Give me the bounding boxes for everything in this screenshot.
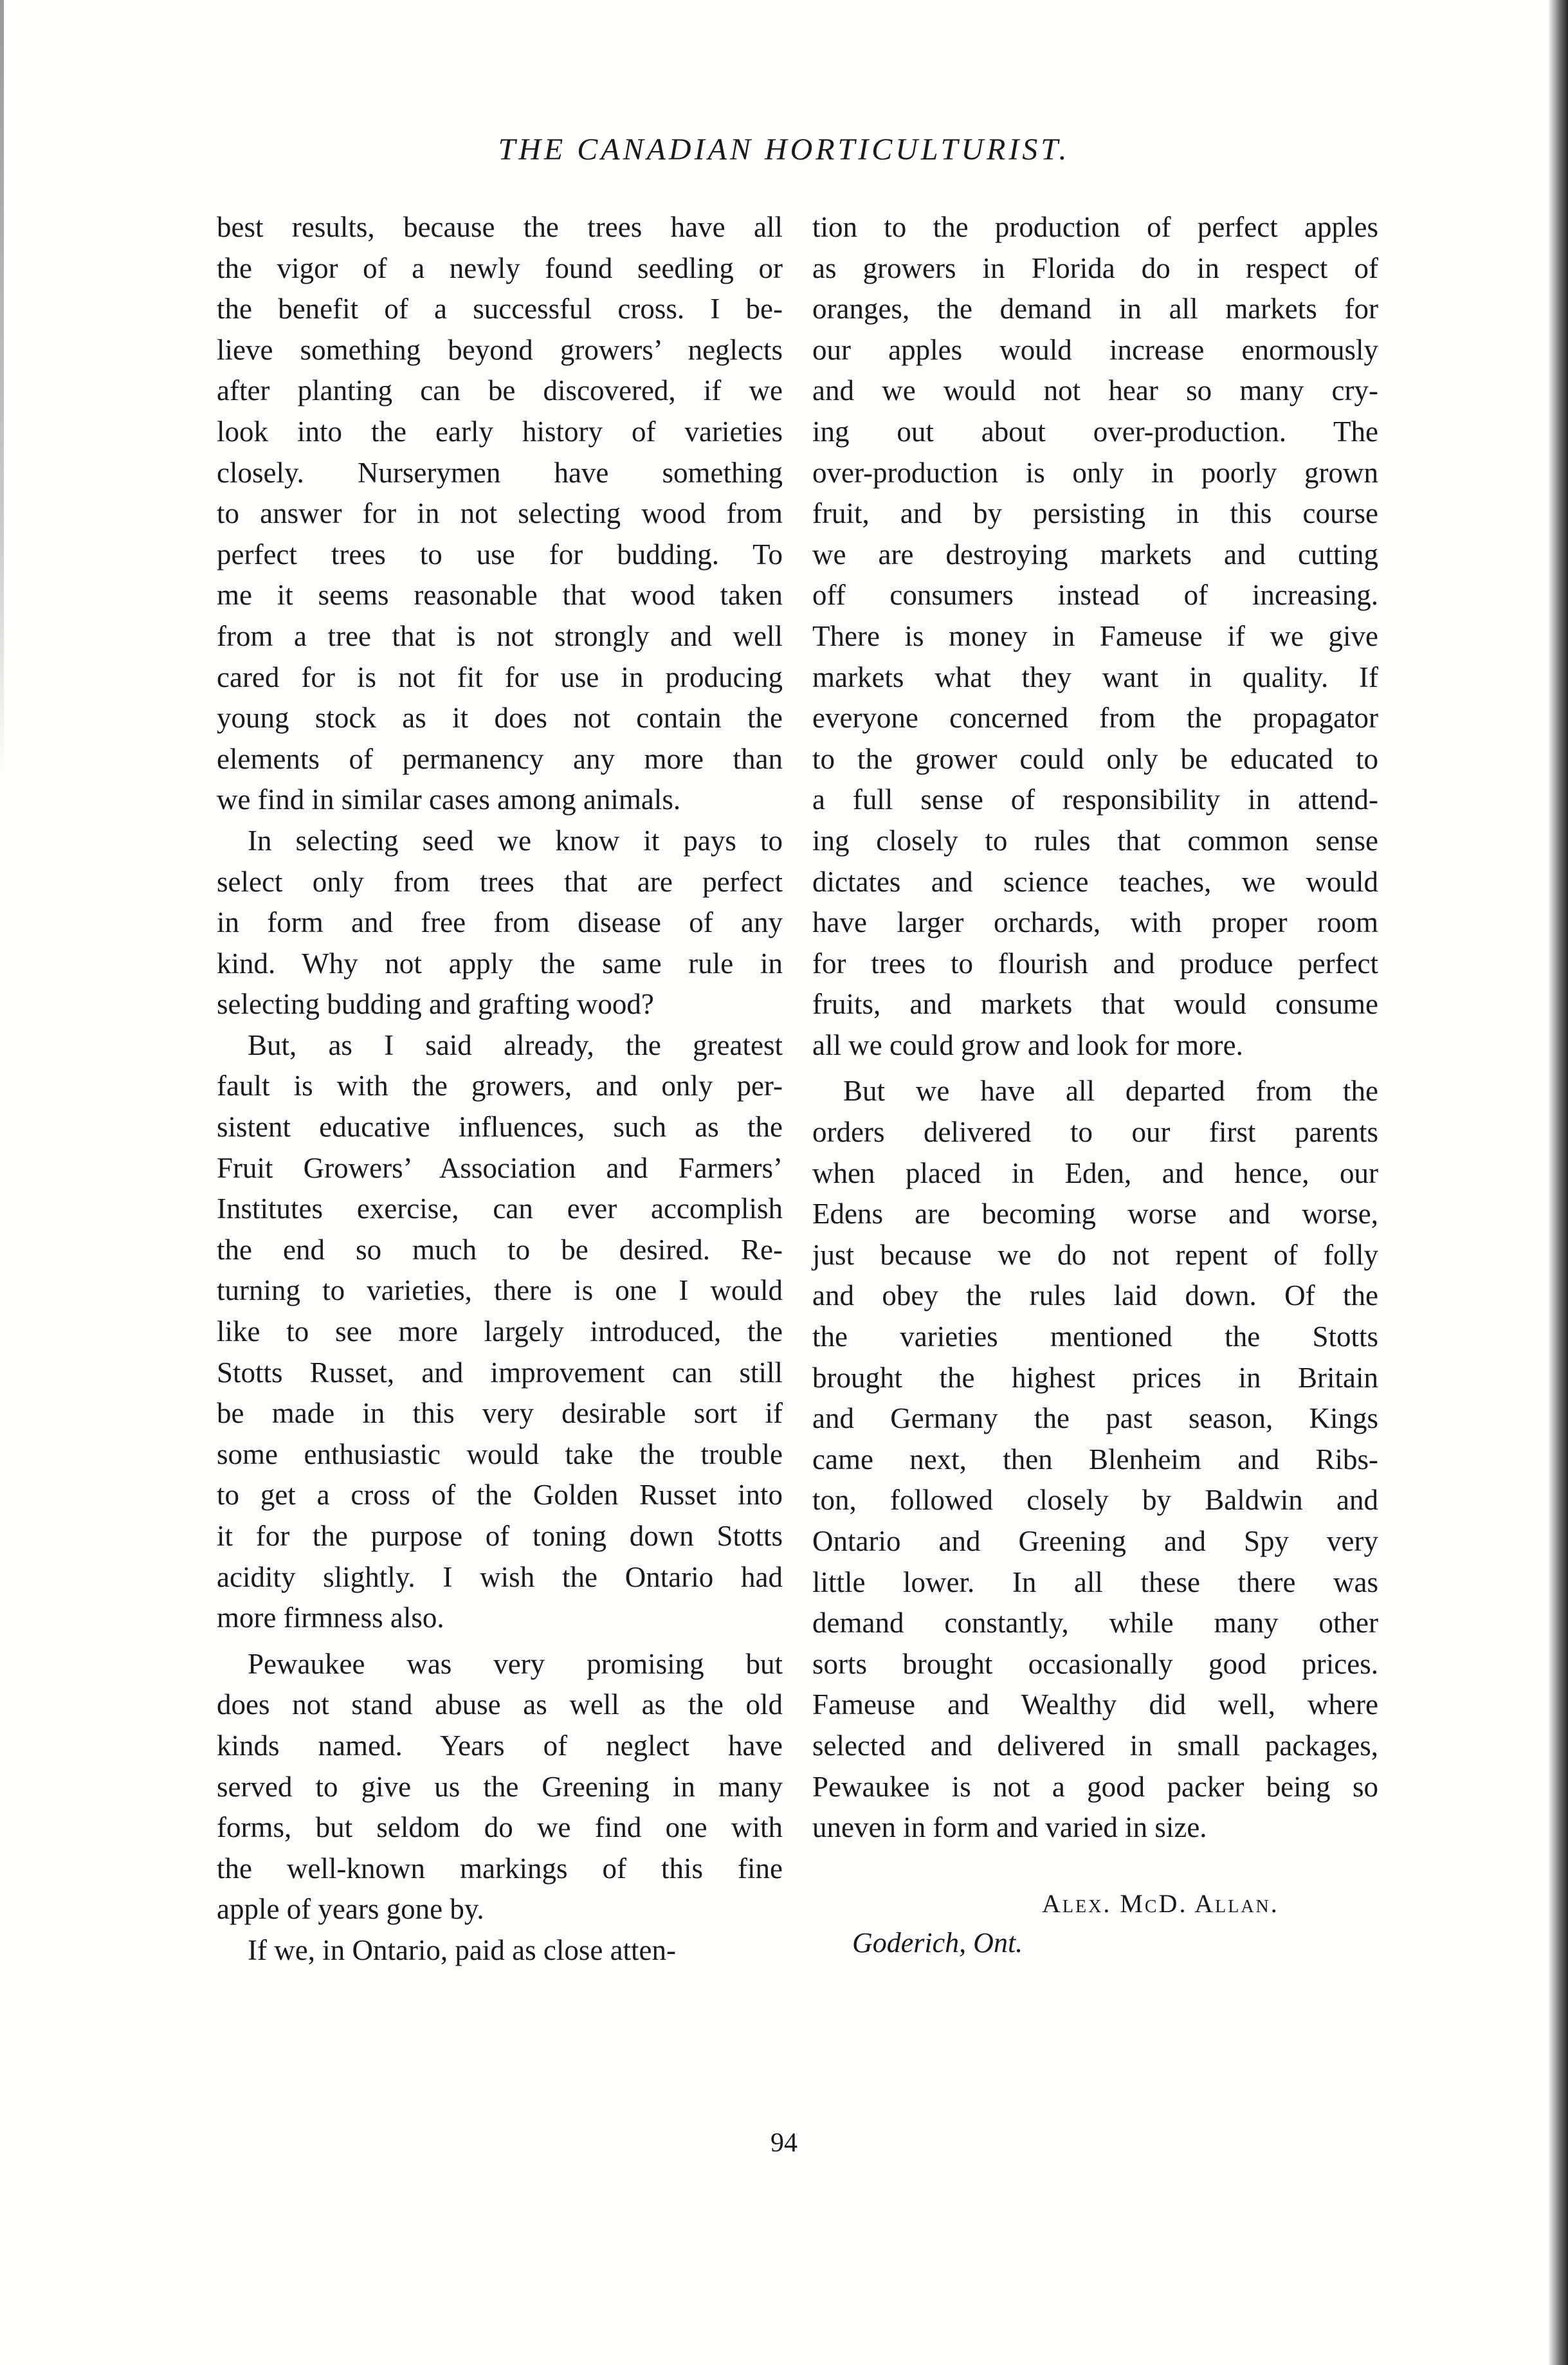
text-line: kind. Why not apply the same rule in (217, 947, 783, 980)
text-line: and we would not hear so many cry- (812, 374, 1378, 407)
text-line: select only from trees that are perfect (217, 865, 783, 898)
text-line: from a tree that is not strongly and well (217, 619, 783, 652)
text-line: perfect trees to use for budding. To (217, 538, 783, 571)
text-line: forms, but seldom do we find one with (217, 1811, 783, 1844)
text-line: our apples would increase enormously (812, 333, 1378, 366)
text-line: closely. Nurserymen have something (217, 456, 783, 489)
text-line: kinds named. Years of neglect have (217, 1729, 783, 1762)
text-line: In selecting seed we know it pays to (248, 824, 783, 857)
text-line: it for the purpose of toning down Stotts (217, 1520, 783, 1552)
text-line: and Germany the past season, Kings (812, 1402, 1378, 1435)
text-line: the end so much to be desired. Re- (217, 1233, 783, 1266)
text-line: fruit, and by persisting in this course (812, 497, 1378, 530)
text-line: just because we do not repent of folly (812, 1238, 1378, 1271)
author-signature: Alex. McD. Allan. (1042, 1889, 1279, 1918)
text-line: selecting budding and grafting wood? (217, 988, 654, 1021)
page-number: 94 (770, 2128, 798, 2158)
text-line: best results, because the trees have all (217, 211, 783, 243)
text-line: like to see more largely introduced, the (217, 1315, 783, 1348)
text-line: acidity slightly. I wish the Ontario had (217, 1560, 783, 1593)
text-line: dictates and science teaches, we would (812, 865, 1378, 898)
text-line: have larger orchards, with proper room (812, 906, 1378, 939)
text-line: uneven in form and varied in size. (812, 1811, 1207, 1844)
text-line: Pewaukee is not a good packer being so (812, 1770, 1378, 1803)
text-line: selected and delivered in small packages, (812, 1729, 1378, 1762)
page-edge-left (0, 0, 4, 772)
text-line: fruits, and markets that would consume (812, 988, 1378, 1021)
text-line: me it seems reasonable that wood taken (217, 579, 783, 612)
text-line: after planting can be discovered, if we (217, 374, 783, 407)
text-line: the well-known markings of this fine (217, 1852, 783, 1885)
text-line: and obey the rules laid down. Of the (812, 1279, 1378, 1312)
text-line: fault is with the growers, and only per- (217, 1070, 783, 1102)
text-line: in form and free from disease of any (217, 906, 783, 939)
text-line: young stock as it does not contain the (217, 702, 783, 735)
text-line: look into the early history of varieties (217, 415, 783, 448)
text-line: oranges, the demand in all markets for (812, 293, 1378, 325)
text-line: Institutes exercise, can ever accomplish (217, 1192, 783, 1225)
text-line: we find in similar cases among animals. (217, 783, 681, 816)
text-line: ing out about over-production. The (812, 415, 1378, 448)
text-line: cared for is not fit for use in producing (217, 661, 783, 693)
text-line: Fruit Growers’ Association and Farmers’ (217, 1151, 783, 1184)
text-line: If we, in Ontario, paid as close atten- (248, 1933, 677, 1966)
text-line: came next, then Blenheim and Ribs- (812, 1443, 1378, 1475)
text-line: does not stand abuse as well as the old (217, 1688, 783, 1721)
text-line: to the grower could only be educated to (812, 742, 1378, 775)
text-line: Edens are becoming worse and worse, (812, 1198, 1378, 1230)
text-line: little lower. In all these there was (812, 1566, 1378, 1598)
text-line: markets what they want in quality. If (812, 661, 1378, 693)
dateline: Goderich, Ont. (852, 1927, 1023, 1959)
text-line: as growers in Florida do in respect of (812, 251, 1378, 284)
text-line: brought the highest prices in Britain (812, 1361, 1378, 1394)
text-line: served to give us the Greening in many (217, 1770, 783, 1803)
text-line: off consumers instead of increasing. (812, 579, 1378, 612)
text-line: There is money in Fameuse if we give (812, 619, 1378, 652)
text-line: be made in this very desirable sort if (217, 1397, 783, 1430)
text-line: lieve something beyond growers’ neglects (217, 333, 783, 366)
text-line: tion to the production of perfect apples (812, 211, 1378, 243)
text-line: we are destroying markets and cutting (812, 538, 1378, 571)
text-line: when placed in Eden, and hence, our (812, 1156, 1378, 1189)
text-line: over-production is only in poorly grown (812, 456, 1378, 489)
right-column (812, 207, 1378, 1849)
text-line: ing closely to rules that common sense (812, 824, 1378, 857)
text-line: all we could grow and look for more. (812, 1028, 1243, 1061)
running-title: THE CANADIAN HORTICULTURIST. (498, 132, 1070, 167)
page-edge-right (1549, 0, 1568, 2365)
text-line: sistent educative influences, such as the (217, 1111, 783, 1144)
text-line: some enthusiastic would take the trouble (217, 1438, 783, 1470)
text-line: demand constantly, while many other (812, 1607, 1378, 1639)
text-line: turning to varieties, there is one I would (217, 1274, 783, 1307)
text-line: sorts brought occasionally good prices. (812, 1647, 1378, 1680)
text-line: for trees to flourish and produce perfect (812, 947, 1378, 980)
text-line: everyone concerned from the propagator (812, 702, 1378, 735)
text-line: ton, followed closely by Baldwin and (812, 1484, 1378, 1517)
text-line: elements of permanency any more than (217, 742, 783, 775)
text-line: the varieties mentioned the Stotts (812, 1320, 1378, 1353)
text-line: But, as I said already, the greatest (248, 1028, 783, 1061)
text-line: more firmness also. (217, 1602, 444, 1634)
text-line: to answer for in not selecting wood from (217, 497, 783, 530)
text-line: orders delivered to our first parents (812, 1116, 1378, 1149)
text-line: the vigor of a newly found seedling or (217, 251, 783, 284)
text-line: But we have all departed from the (843, 1075, 1378, 1108)
text-line: to get a cross of the Golden Russet into (217, 1479, 783, 1511)
text-line: apple of years gone by. (217, 1893, 484, 1926)
text-line: the benefit of a successful cross. I be- (217, 293, 783, 325)
text-line: Stotts Russet, and improvement can still (217, 1356, 783, 1389)
text-line: Fameuse and Wealthy did well, where (812, 1688, 1378, 1721)
text-line: Ontario and Greening and Spy very (812, 1525, 1378, 1557)
text-line: Pewaukee was very promising but (248, 1647, 783, 1680)
text-line: a full sense of responsibility in attend- (812, 783, 1378, 816)
left-column (217, 207, 783, 1971)
